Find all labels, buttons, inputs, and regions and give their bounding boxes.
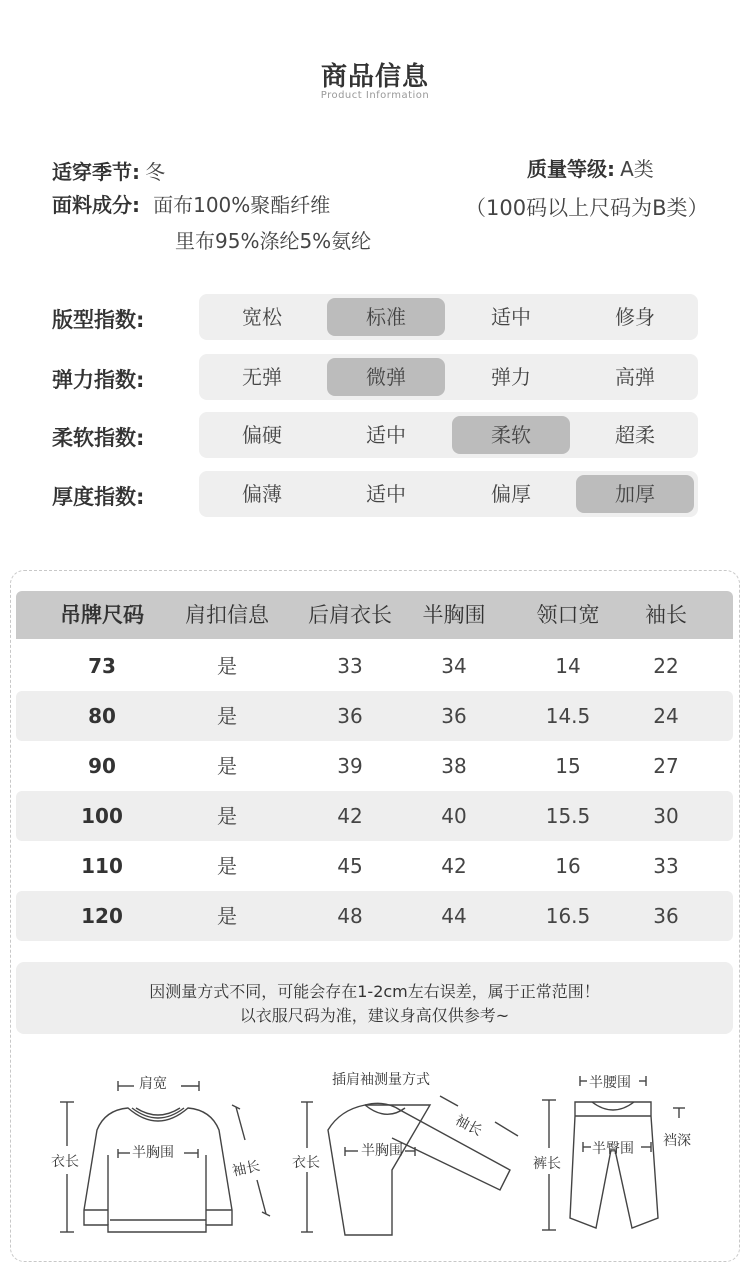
season-row <box>52 156 165 185</box>
note-line-1: 因测量方式不同，可能会存在1-2cm左右误差，属于正常范围！ <box>149 982 600 1001</box>
table-cell: 33 <box>337 654 363 678</box>
table-cell: 38 <box>441 754 467 778</box>
grade-note: （100码以上尺码为B类） <box>465 196 709 220</box>
table-cell: 48 <box>337 904 363 928</box>
table-cell: 是 <box>217 704 237 728</box>
fabric-row <box>52 189 330 218</box>
table-cell: 120 <box>81 904 123 928</box>
table-cell: 36 <box>653 904 679 928</box>
raglan-diagram <box>301 1096 518 1235</box>
rating-option: 高弹 <box>615 365 655 389</box>
section-title: 商品信息 <box>320 62 429 92</box>
rating-label: 弹力指数: <box>52 368 145 392</box>
rating-bar <box>199 354 698 400</box>
table-cell: 100 <box>81 804 123 828</box>
table-cell: 27 <box>653 754 679 778</box>
pants-length-label: 裤长 <box>533 1156 561 1172</box>
table-cell: 110 <box>81 854 123 878</box>
rating-option-selected: 微弹 <box>327 358 445 396</box>
table-cell: 33 <box>653 854 679 878</box>
table-cell: 42 <box>441 854 467 878</box>
table-cell: 36 <box>441 704 467 728</box>
rating-option: 偏薄 <box>242 482 282 506</box>
header-cell-neck: 领口宽 <box>536 603 600 627</box>
rating-option: 适中 <box>491 305 531 329</box>
rating-option: 无弹 <box>242 365 282 389</box>
rating-option-selected: 柔软 <box>452 416 570 454</box>
grade-value: A类 <box>620 157 654 181</box>
raglan-length-label: 衣长 <box>292 1155 320 1171</box>
table-cell: 36 <box>337 704 363 728</box>
table-cell: 是 <box>217 654 237 678</box>
table-cell: 22 <box>653 654 679 678</box>
table-cell: 是 <box>217 754 237 778</box>
note-line-2: 以衣服尺码为准，建议身高仅供参考~ <box>239 1006 510 1025</box>
table-cell: 73 <box>88 654 116 678</box>
table-row <box>16 641 733 691</box>
table-cell: 80 <box>88 704 116 728</box>
rating-bar <box>199 412 698 458</box>
table-cell: 15.5 <box>545 804 591 828</box>
table-cell: 42 <box>337 804 363 828</box>
table-cell: 16.5 <box>545 904 591 928</box>
rating-label: 柔软指数: <box>52 426 145 450</box>
table-cell: 30 <box>653 804 679 828</box>
season-label: 适穿季节: <box>52 160 140 184</box>
rating-option: 宽松 <box>242 305 282 329</box>
header-cell-length: 后肩衣长 <box>308 603 392 627</box>
table-cell: 是 <box>217 904 237 928</box>
header-cell-snap: 肩扣信息 <box>185 603 269 627</box>
pants-waist-label: 半腰围 <box>589 1075 631 1091</box>
rating-bar <box>199 471 698 517</box>
raglan-chest-label: 半胸围 <box>361 1143 403 1159</box>
table-row <box>16 691 733 741</box>
measurement-note <box>16 962 733 1034</box>
rating-bar <box>199 294 698 340</box>
table-cell: 45 <box>337 854 363 878</box>
rating-option: 超柔 <box>615 423 655 447</box>
table-cell: 14.5 <box>545 704 591 728</box>
fabric-value-1: 面布100%聚酯纤维 <box>153 193 331 217</box>
rating-label: 厚度指数: <box>52 485 145 509</box>
rating-option-selected: 标准 <box>327 298 445 336</box>
rating-option: 适中 <box>366 482 406 506</box>
table-cell: 14 <box>555 654 581 678</box>
header-cell-sleeve: 袖长 <box>645 603 687 627</box>
pants-hip-label: 半臀围 <box>592 1141 634 1157</box>
header-cell-chest: 半胸围 <box>422 603 486 627</box>
grade-row <box>527 153 654 182</box>
rating-option: 适中 <box>366 423 406 447</box>
season-value: 冬 <box>145 160 166 184</box>
table-cell: 24 <box>653 704 679 728</box>
sweater-chest-label: 半胸围 <box>132 1145 174 1161</box>
measurement-diagrams <box>0 1060 750 1252</box>
fabric-value-2: 里布95%涤纶5%氨纶 <box>175 229 372 253</box>
fabric-label: 面料成分: <box>52 193 140 217</box>
table-cell: 39 <box>337 754 363 778</box>
header-cell-size: 吊牌尺码 <box>60 603 144 627</box>
sweater-shoulder-label: 肩宽 <box>139 1076 167 1092</box>
sweater-length-label: 衣长 <box>51 1154 79 1170</box>
section-subtitle: Product Information <box>320 90 430 101</box>
raglan-title: 插肩袖测量方式 <box>332 1072 430 1088</box>
rating-option: 偏厚 <box>491 482 531 506</box>
table-cell: 16 <box>555 854 581 878</box>
table-cell: 是 <box>217 804 237 828</box>
rating-option: 修身 <box>615 305 655 329</box>
table-cell: 44 <box>441 904 467 928</box>
rating-label: 版型指数: <box>52 308 145 332</box>
table-cell: 是 <box>217 854 237 878</box>
table-cell: 40 <box>441 804 467 828</box>
raglan-sleeve-label: 袖长 <box>452 1112 485 1140</box>
table-cell: 34 <box>441 654 467 678</box>
rating-option: 弹力 <box>491 365 531 389</box>
grade-label: 质量等级: <box>527 157 615 181</box>
table-row <box>16 841 733 891</box>
rating-option-selected: 加厚 <box>576 475 694 513</box>
table-cell: 90 <box>88 754 116 778</box>
size-table-header <box>16 591 733 639</box>
sweater-sleeve-label: 袖长 <box>230 1158 262 1180</box>
table-row <box>16 791 733 841</box>
table-row <box>16 741 733 791</box>
rating-option: 偏硬 <box>242 423 282 447</box>
table-cell: 15 <box>555 754 581 778</box>
table-row <box>16 891 733 941</box>
pants-rise-label: 裆深 <box>663 1133 691 1149</box>
